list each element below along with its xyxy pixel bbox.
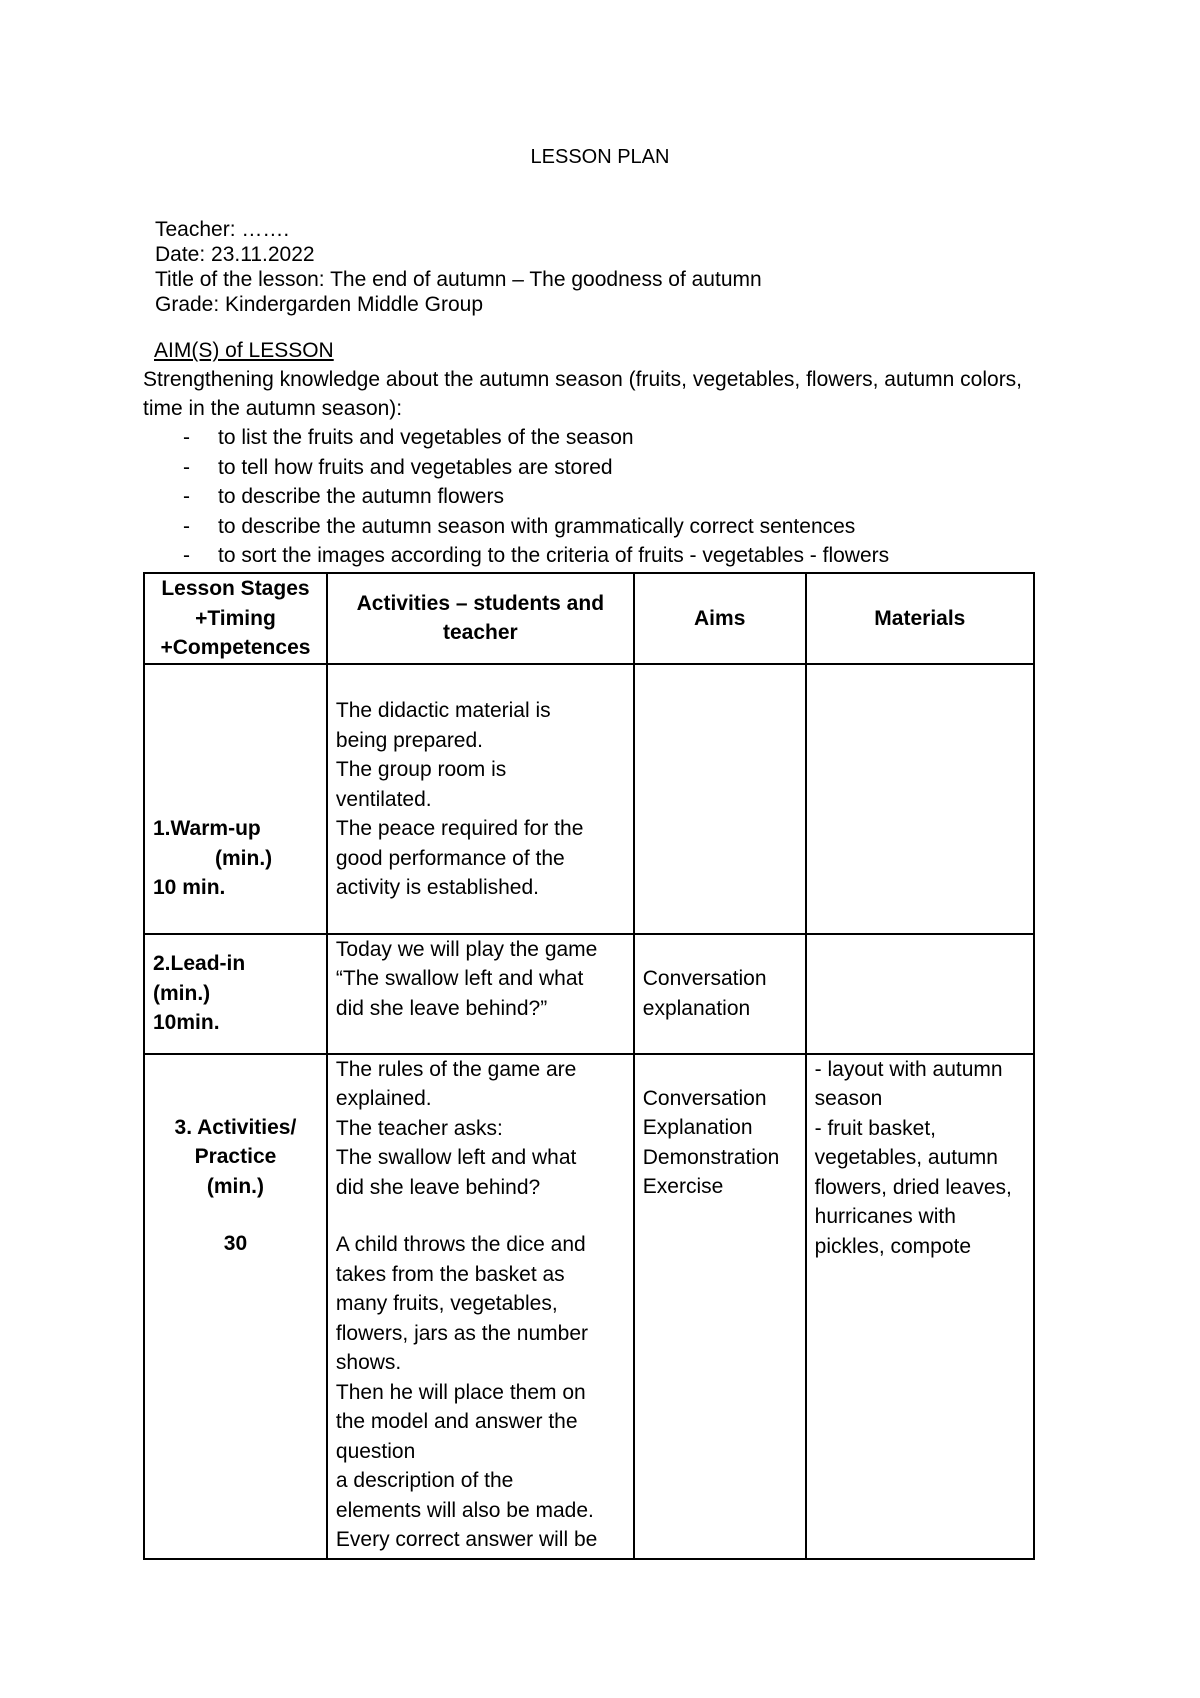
stage-line: 2.Lead-in — [153, 952, 246, 976]
activity-line: Every correct answer will be — [335, 1528, 598, 1551]
aim-item: - to list the fruits and vegetables of the season — [143, 423, 1043, 453]
table-row — [144, 664, 1034, 934]
header-aims: Aims — [634, 573, 806, 664]
activity-line: A child throws the dice and — [335, 1233, 586, 1256]
activity-line: question — [335, 1439, 416, 1463]
aim-line: Conversation — [642, 1086, 767, 1110]
activity-line: The peace required for the — [335, 817, 584, 840]
activity-line: The swallow left and what — [335, 1146, 577, 1169]
aim-line: Demonstration — [642, 1145, 780, 1169]
activity-line: a description of the — [335, 1469, 514, 1492]
activities-cell — [327, 934, 634, 1054]
header-stages-line: +Timing — [195, 606, 276, 630]
aim-line: explanation — [642, 996, 751, 1020]
stage-cell — [144, 934, 327, 1054]
table-header-row — [144, 573, 1034, 664]
aims-cell — [634, 664, 806, 934]
stage-line: 10 min. — [153, 876, 226, 899]
table-row — [144, 1054, 1034, 1559]
material-line: - layout with autumn — [814, 1057, 1003, 1081]
stage-cell — [144, 664, 327, 934]
aim-line: Explanation — [642, 1116, 753, 1139]
lesson-plan-table — [143, 572, 1035, 1560]
stage-line: (min.) — [153, 981, 211, 1005]
header-stages — [144, 573, 327, 664]
aims-intro: Strengthening knowledge about the autumn season (fruits, vegetables, flowers, autumn colors, time in the autumn season): — [143, 368, 1023, 420]
aim-item: - to describe the autumn flowers — [143, 482, 1043, 512]
activity-line: The didactic material is — [335, 699, 551, 722]
activity-line: elements will also be made. — [335, 1498, 594, 1522]
header-materials: Materials — [806, 573, 1034, 664]
material-line: vegetables, autumn — [814, 1146, 998, 1169]
aim-line: Conversation — [642, 967, 767, 990]
aims-cell — [634, 1054, 806, 1559]
activity-line: The teacher asks: — [335, 1116, 503, 1140]
activities-cell — [327, 1054, 634, 1559]
activity-line: Then he will place them on — [335, 1380, 586, 1404]
activity-line: takes from the basket as — [335, 1262, 565, 1286]
aims-cell — [634, 934, 806, 1054]
material-line: - fruit basket, — [814, 1116, 937, 1140]
stage-line: 30 — [223, 1232, 248, 1255]
stage-line: Practice — [194, 1145, 277, 1168]
stage-line: (min.) — [215, 846, 273, 870]
aim-item: - to sort the images according to the criteria of fruits - vegetables - flowers — [143, 541, 1043, 571]
material-line: hurricanes with — [814, 1205, 956, 1228]
activity-line: ventilated. — [335, 787, 432, 811]
materials-cell — [806, 934, 1034, 1054]
date-line: Date: 23.11.2022 — [155, 243, 315, 266]
activity-line: did she leave behind? — [335, 1175, 541, 1199]
teacher-line: Teacher: ……. — [155, 218, 290, 241]
activity-line: The rules of the game are — [335, 1057, 577, 1081]
header-activities — [327, 573, 634, 664]
activity-line: explained. — [335, 1087, 432, 1110]
aim-line: Exercise — [642, 1175, 724, 1198]
grade-line: Grade: Kindergarden Middle Group — [155, 293, 484, 316]
material-line: pickles, compote — [814, 1234, 972, 1258]
header-stages-line: +Competences — [160, 636, 311, 659]
aim-item: - to describe the autumn season with grammatically correct sentences — [143, 512, 1043, 542]
stage-line: 1.Warm-up — [153, 817, 261, 840]
lesson-title-line: Title of the lesson: The end of autumn – The goodness of autumn — [155, 268, 762, 291]
header-activities-line: teacher — [442, 621, 518, 645]
header-activities-line: Activities – students and — [356, 591, 605, 615]
activity-line: good performance of the — [335, 846, 565, 870]
stage-line: 10min. — [153, 1011, 220, 1035]
activity-line: the model and answer the — [335, 1410, 578, 1433]
stage-line: 3. Activities/ — [174, 1115, 297, 1139]
stage-cell — [144, 1054, 327, 1559]
materials-cell — [806, 1054, 1034, 1559]
lesson-meta — [155, 217, 762, 317]
activity-line: “The swallow left and what — [335, 967, 584, 990]
activity-line: many fruits, vegetables, — [335, 1292, 558, 1315]
activity-line: activity is established. — [335, 876, 539, 899]
activity-line: did she leave behind?” — [335, 996, 548, 1020]
table-row — [144, 934, 1034, 1054]
material-line: flowers, dried leaves, — [814, 1175, 1012, 1199]
aims-section — [143, 336, 1043, 571]
activity-line: being prepared. — [335, 728, 484, 752]
header-stages-line: Lesson Stages — [161, 577, 310, 600]
activities-cell — [327, 664, 634, 934]
page-title: LESSON PLAN — [530, 146, 670, 168]
materials-cell — [806, 664, 1034, 934]
activity-line: Today we will play the game — [335, 937, 598, 961]
stage-line: (min.) — [206, 1174, 265, 1198]
aims-list — [143, 423, 1043, 571]
activity-line: flowers, jars as the number — [335, 1321, 588, 1345]
activity-line: shows. — [335, 1351, 402, 1374]
aim-item: - to tell how fruits and vegetables are stored — [143, 453, 1043, 483]
aims-heading: AIM(S) of LESSON — [154, 339, 334, 362]
activity-line: The group room is — [335, 758, 507, 781]
material-line: season — [814, 1087, 883, 1110]
